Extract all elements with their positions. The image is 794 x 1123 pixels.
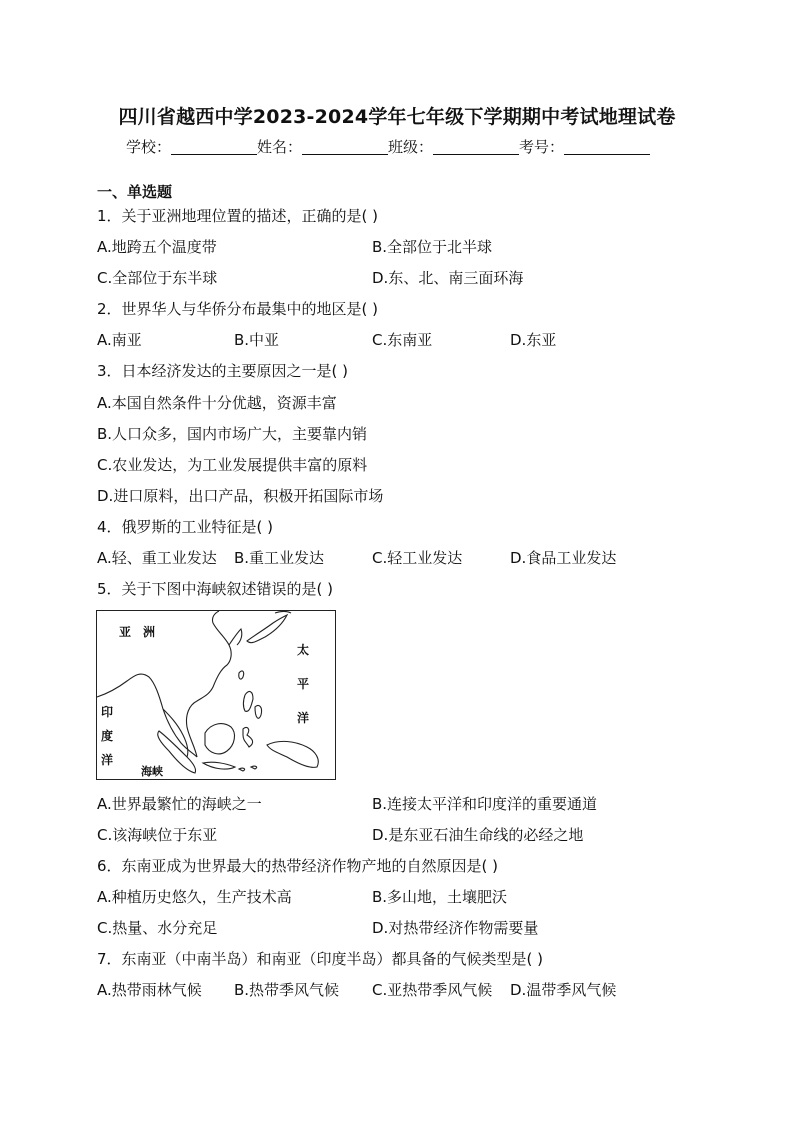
option-c[interactable]: C.全部位于东半球 bbox=[97, 269, 218, 287]
option-c[interactable]: C.农业发达，为工业发展提供丰富的原料 bbox=[97, 456, 368, 474]
option-c[interactable]: C.该海峡位于东亚 bbox=[97, 826, 218, 844]
map-label-pacific-3: 洋 bbox=[297, 711, 310, 725]
school-label: 学校： bbox=[126, 138, 172, 156]
option-a[interactable]: A.南亚 bbox=[97, 331, 142, 349]
option-c[interactable]: C.东南亚 bbox=[372, 331, 433, 349]
question-stem: 7．东南亚（中南半岛）和南亚（印度半岛）都具备的气候类型是( ) bbox=[97, 950, 544, 968]
question-stem: 6．东南亚成为世界最大的热带经济作物产地的自然原因是( ) bbox=[97, 857, 499, 875]
number-label: 考号： bbox=[519, 138, 565, 156]
option-b[interactable]: B.连接太平洋和印度洋的重要通道 bbox=[372, 795, 598, 813]
class-blank[interactable] bbox=[433, 140, 519, 155]
strait-map bbox=[96, 610, 336, 780]
option-c[interactable]: C.轻工业发达 bbox=[372, 549, 463, 567]
option-d[interactable]: D.东亚 bbox=[510, 331, 557, 349]
map-label-indian-1: 印 bbox=[101, 705, 114, 719]
option-a[interactable]: A.地跨五个温度带 bbox=[97, 238, 217, 256]
map-label-asia: 亚 洲 bbox=[119, 625, 156, 639]
map-label-strait: 海峡 bbox=[141, 765, 163, 778]
option-a[interactable]: A.世界最繁忙的海峡之一 bbox=[97, 795, 262, 813]
question-stem: 4．俄罗斯的工业特征是( ) bbox=[97, 518, 274, 536]
option-b[interactable]: B.多山地，土壤肥沃 bbox=[372, 888, 508, 906]
option-d[interactable]: D.进口原料，出口产品，积极开拓国际市场 bbox=[97, 487, 384, 505]
section-title: 一、单选题 bbox=[97, 183, 173, 201]
school-blank[interactable] bbox=[171, 140, 257, 155]
exam-title: 四川省越西中学2023-2024学年七年级下学期期中考试地理试卷 bbox=[118, 106, 676, 128]
class-label: 班级： bbox=[388, 138, 434, 156]
student-info-line bbox=[126, 136, 650, 157]
option-c[interactable]: C.热量、水分充足 bbox=[97, 919, 218, 937]
option-c[interactable]: C.亚热带季风气候 bbox=[372, 981, 493, 999]
option-a[interactable]: A.热带雨林气候 bbox=[97, 981, 202, 999]
option-d[interactable]: D.东、北、南三面环海 bbox=[372, 269, 524, 287]
question-stem: 1．关于亚洲地理位置的描述，正确的是( ) bbox=[97, 207, 379, 225]
map-label-pacific-2: 平 bbox=[297, 677, 310, 691]
question-stem: 3．日本经济发达的主要原因之一是( ) bbox=[97, 362, 349, 380]
name-label: 姓名： bbox=[257, 138, 303, 156]
question-stem: 5．关于下图中海峡叙述错误的是( ) bbox=[97, 580, 334, 598]
map-label-indian-2: 度 bbox=[101, 729, 114, 743]
option-a[interactable]: A.种植历史悠久，生产技术高 bbox=[97, 888, 292, 906]
option-d[interactable]: D.对热带经济作物需要量 bbox=[372, 919, 539, 937]
option-d[interactable]: D.食品工业发达 bbox=[510, 549, 617, 567]
option-b[interactable]: B.人口众多，国内市场广大，主要靠内销 bbox=[97, 425, 368, 443]
option-b[interactable]: B.全部位于北半球 bbox=[372, 238, 493, 256]
option-a[interactable]: A.本国自然条件十分优越，资源丰富 bbox=[97, 394, 337, 412]
name-blank[interactable] bbox=[302, 140, 388, 155]
option-a[interactable]: A.轻、重工业发达 bbox=[97, 549, 217, 567]
option-b[interactable]: B.重工业发达 bbox=[234, 549, 325, 567]
map-label-indian-3: 洋 bbox=[101, 753, 114, 767]
option-b[interactable]: B.热带季风气候 bbox=[234, 981, 340, 999]
option-d[interactable]: D.温带季风气候 bbox=[510, 981, 617, 999]
map-label-pacific-1: 太 bbox=[297, 643, 310, 657]
number-blank[interactable] bbox=[564, 140, 650, 155]
option-b[interactable]: B.中亚 bbox=[234, 331, 280, 349]
option-d[interactable]: D.是东亚石油生命线的必经之地 bbox=[372, 826, 584, 844]
question-stem: 2．世界华人与华侨分布最集中的地区是( ) bbox=[97, 300, 379, 318]
